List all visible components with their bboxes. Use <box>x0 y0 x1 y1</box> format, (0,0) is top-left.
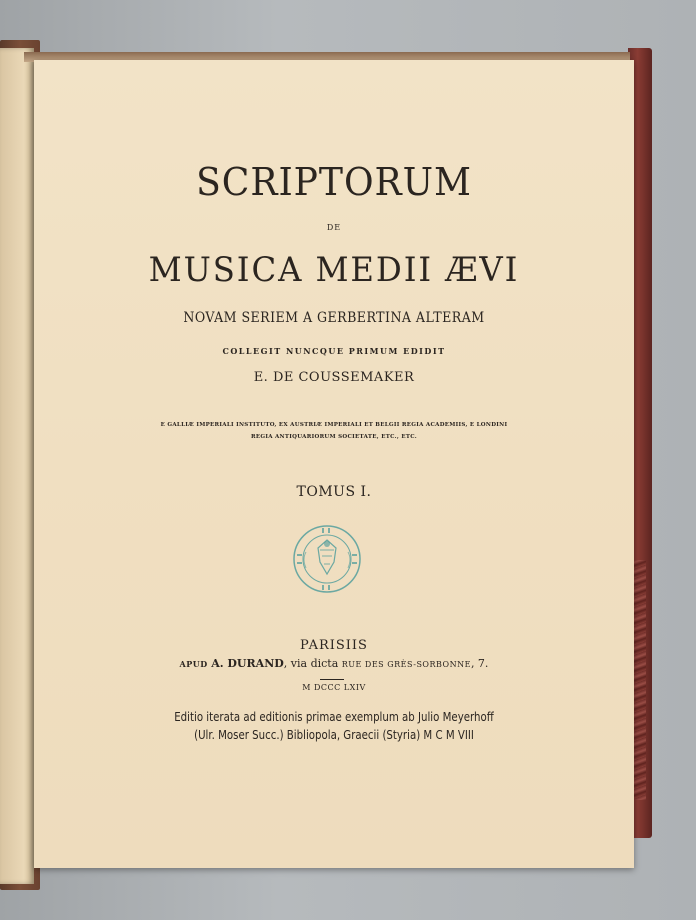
publisher-street: RUE DES GRÈS-SORBONNE <box>341 660 471 669</box>
publisher-via: , via dicta <box>283 657 339 670</box>
author-name: E. DE COUSSEMAKER <box>253 370 415 385</box>
publisher-apud: APUD <box>179 659 208 669</box>
publication-place: PARISIIS <box>300 638 368 653</box>
publisher-line <box>34 657 634 670</box>
marbled-edge <box>632 560 646 800</box>
divider <box>320 679 344 680</box>
library-stamp-icon <box>292 524 362 594</box>
main-title-second-line: MUSICA MEDII ÆVI <box>148 250 520 290</box>
author-affiliation-line2: REGIA ANTIQUARIORUM SOCIETATE, ETC., ETC. <box>250 434 418 440</box>
volume-number: TOMUS I. <box>296 484 372 500</box>
subtitle: NOVAM SERIEM A GERBERTINA ALTERAM <box>183 310 485 326</box>
left-page-edge <box>0 48 34 884</box>
editor-note: COLLEGIT NUNCQUE PRIMUM EDIDIT <box>222 346 446 356</box>
main-title: SCRIPTORUM <box>196 160 472 204</box>
title-page-content <box>34 60 634 868</box>
publication-year: M DCCC LXIV <box>302 683 366 692</box>
reprint-note-line1: Editio iterata ad editionis primae exemplum ab Julio Meyerhoff <box>174 710 494 724</box>
publisher-name: A. DURAND <box>211 657 284 670</box>
author-affiliation-line1: E GALLIÆ IMPERIALI INSTITUTO, EX AUSTRIÆ IMPERIALI ET BELGII REGIA ACADEMIIS, E LONDINI <box>160 422 508 428</box>
publisher-number: , 7. <box>470 657 489 670</box>
reprint-note-line2: (Ulr. Moser Succ.) Bibliopola, Graecii (Styria) M C M VIII <box>194 728 474 742</box>
title-connector: DE <box>326 223 342 232</box>
